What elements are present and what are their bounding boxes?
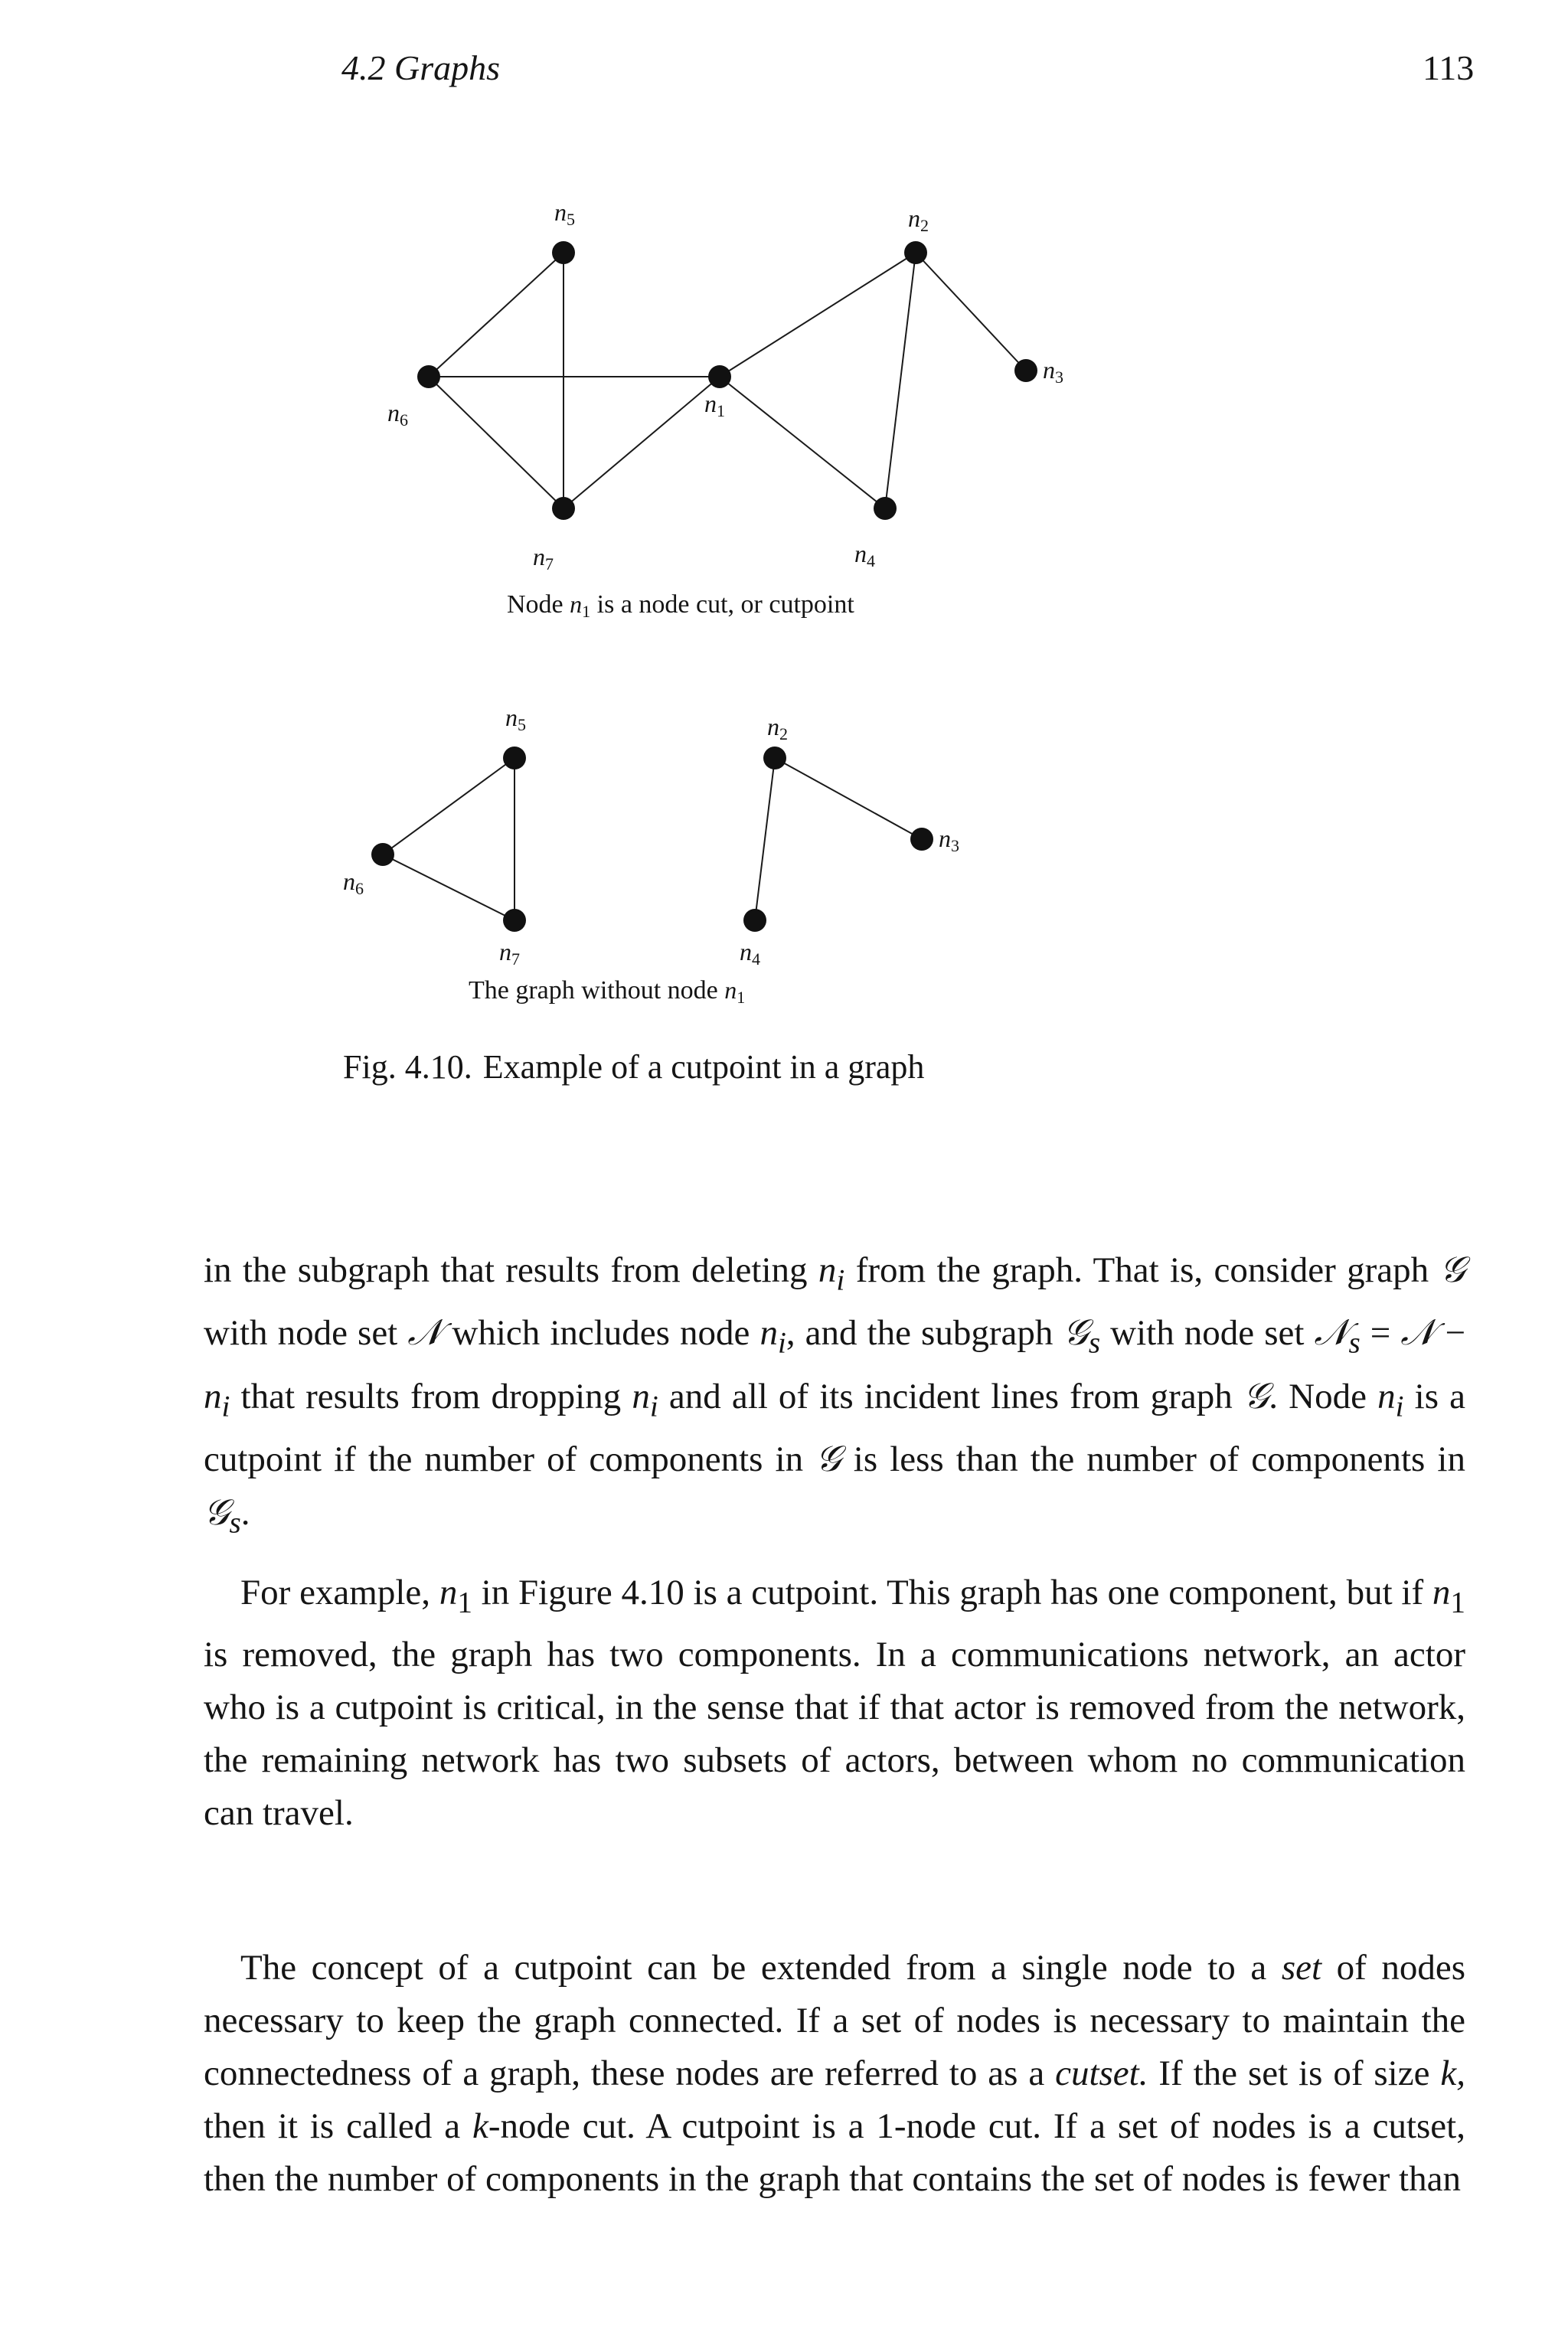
- label-n2: n2: [908, 204, 929, 235]
- label-n2: n2: [767, 713, 788, 743]
- node-n4: [743, 909, 766, 932]
- figure-number: Fig. 4.10.: [343, 1048, 472, 1086]
- edge-n6-n7: [383, 854, 514, 920]
- label-n7: n7: [499, 938, 520, 969]
- node-labels: [343, 704, 959, 969]
- running-head: 4.2 Graphs: [341, 48, 501, 87]
- node-n7: [552, 497, 575, 520]
- graph-diagram-with-cutpoint: [0, 168, 1568, 643]
- label-n6: n6: [387, 399, 408, 430]
- label-n3: n3: [1043, 356, 1063, 387]
- label-n4: n4: [740, 938, 760, 969]
- edge-n6-n5: [383, 758, 514, 854]
- edge-n1-n7: [564, 377, 720, 508]
- nodes: [371, 747, 933, 932]
- edge-n6-n7: [429, 377, 564, 508]
- body-paragraph-1: in the subgraph that results from deleting $n_i$ from the graph. That is, consider graph 𝒢 with node set 𝒩 which includes node $n_i$, and the subgraph 𝒢$_s$ with node set 𝒩$_s$ = 𝒩 − $n_i$ that results from dropping $n_i$ and all of its incident lines from graph 𝒢. Node $n_i$ is a cutpoint if the number of components in 𝒢 is less than the number of components in 𝒢$_s$.: [204, 1249, 1466, 1540]
- label-n3: n3: [939, 825, 959, 855]
- edge-n2-n3: [775, 758, 922, 839]
- page-number: 113: [1423, 48, 1475, 87]
- edge-n2-n4: [755, 758, 775, 920]
- edge-n1-n2: [720, 253, 916, 377]
- node-n3: [910, 828, 933, 851]
- figure-caption: [343, 1047, 924, 1086]
- body-paragraph-2: For example, $n_1$ in Figure 4.10 is a cutpoint. This graph has one component, but if $n_1$ is removed, the graph has two components. In a communications network, an actor who is a cutpoint is critical, in the sense that if that actor is removed from the network, the remaining network has two subsets of actors, between whom no communication can travel.: [204, 1573, 1465, 1834]
- body-paragraph-3: The concept of a cutpoint can be extended from a single node to a set of nodes necessary to keep the graph connected. If a set of nodes is necessary to maintain the connectedness of a graph, these nodes are referred to as a cutset. If the set is of size k, then it is called a k-node cut. A cutpoint is a 1-node cut. If a set of nodes is a cutset, then the number of components in the graph that contains the set of nodes is fewer than: [204, 1948, 1465, 2199]
- bottom-diagram-caption: The graph without node n1: [469, 976, 746, 1007]
- top-diagram-caption: Node n1 is a node cut, or cutpoint: [507, 590, 854, 621]
- node-n5: [503, 747, 526, 769]
- edge-n2-n3: [916, 253, 1026, 371]
- label-n4: n4: [854, 540, 875, 570]
- node-n6: [371, 843, 394, 866]
- label-n5: n5: [505, 704, 526, 734]
- node-n4: [874, 497, 897, 520]
- label-n1: n1: [704, 390, 725, 420]
- node-n2: [763, 747, 786, 769]
- edge-n1-n4: [720, 377, 885, 508]
- node-n1: [708, 365, 731, 388]
- node-n2: [904, 241, 927, 264]
- label-n5: n5: [554, 198, 575, 229]
- label-n6: n6: [343, 867, 364, 898]
- node-n6: [417, 365, 440, 388]
- page-header: [0, 47, 1568, 101]
- node-n7: [503, 909, 526, 932]
- edge-n2-n4: [885, 253, 916, 508]
- node-n5: [552, 241, 575, 264]
- node-n3: [1014, 359, 1037, 382]
- edge-n6-n5: [429, 253, 564, 377]
- figure-caption-text: Example of a cutpoint in a graph: [482, 1048, 925, 1086]
- graph-diagram-without-cutpoint: [0, 689, 1568, 1026]
- label-n7: n7: [533, 543, 554, 573]
- edges: [383, 758, 922, 920]
